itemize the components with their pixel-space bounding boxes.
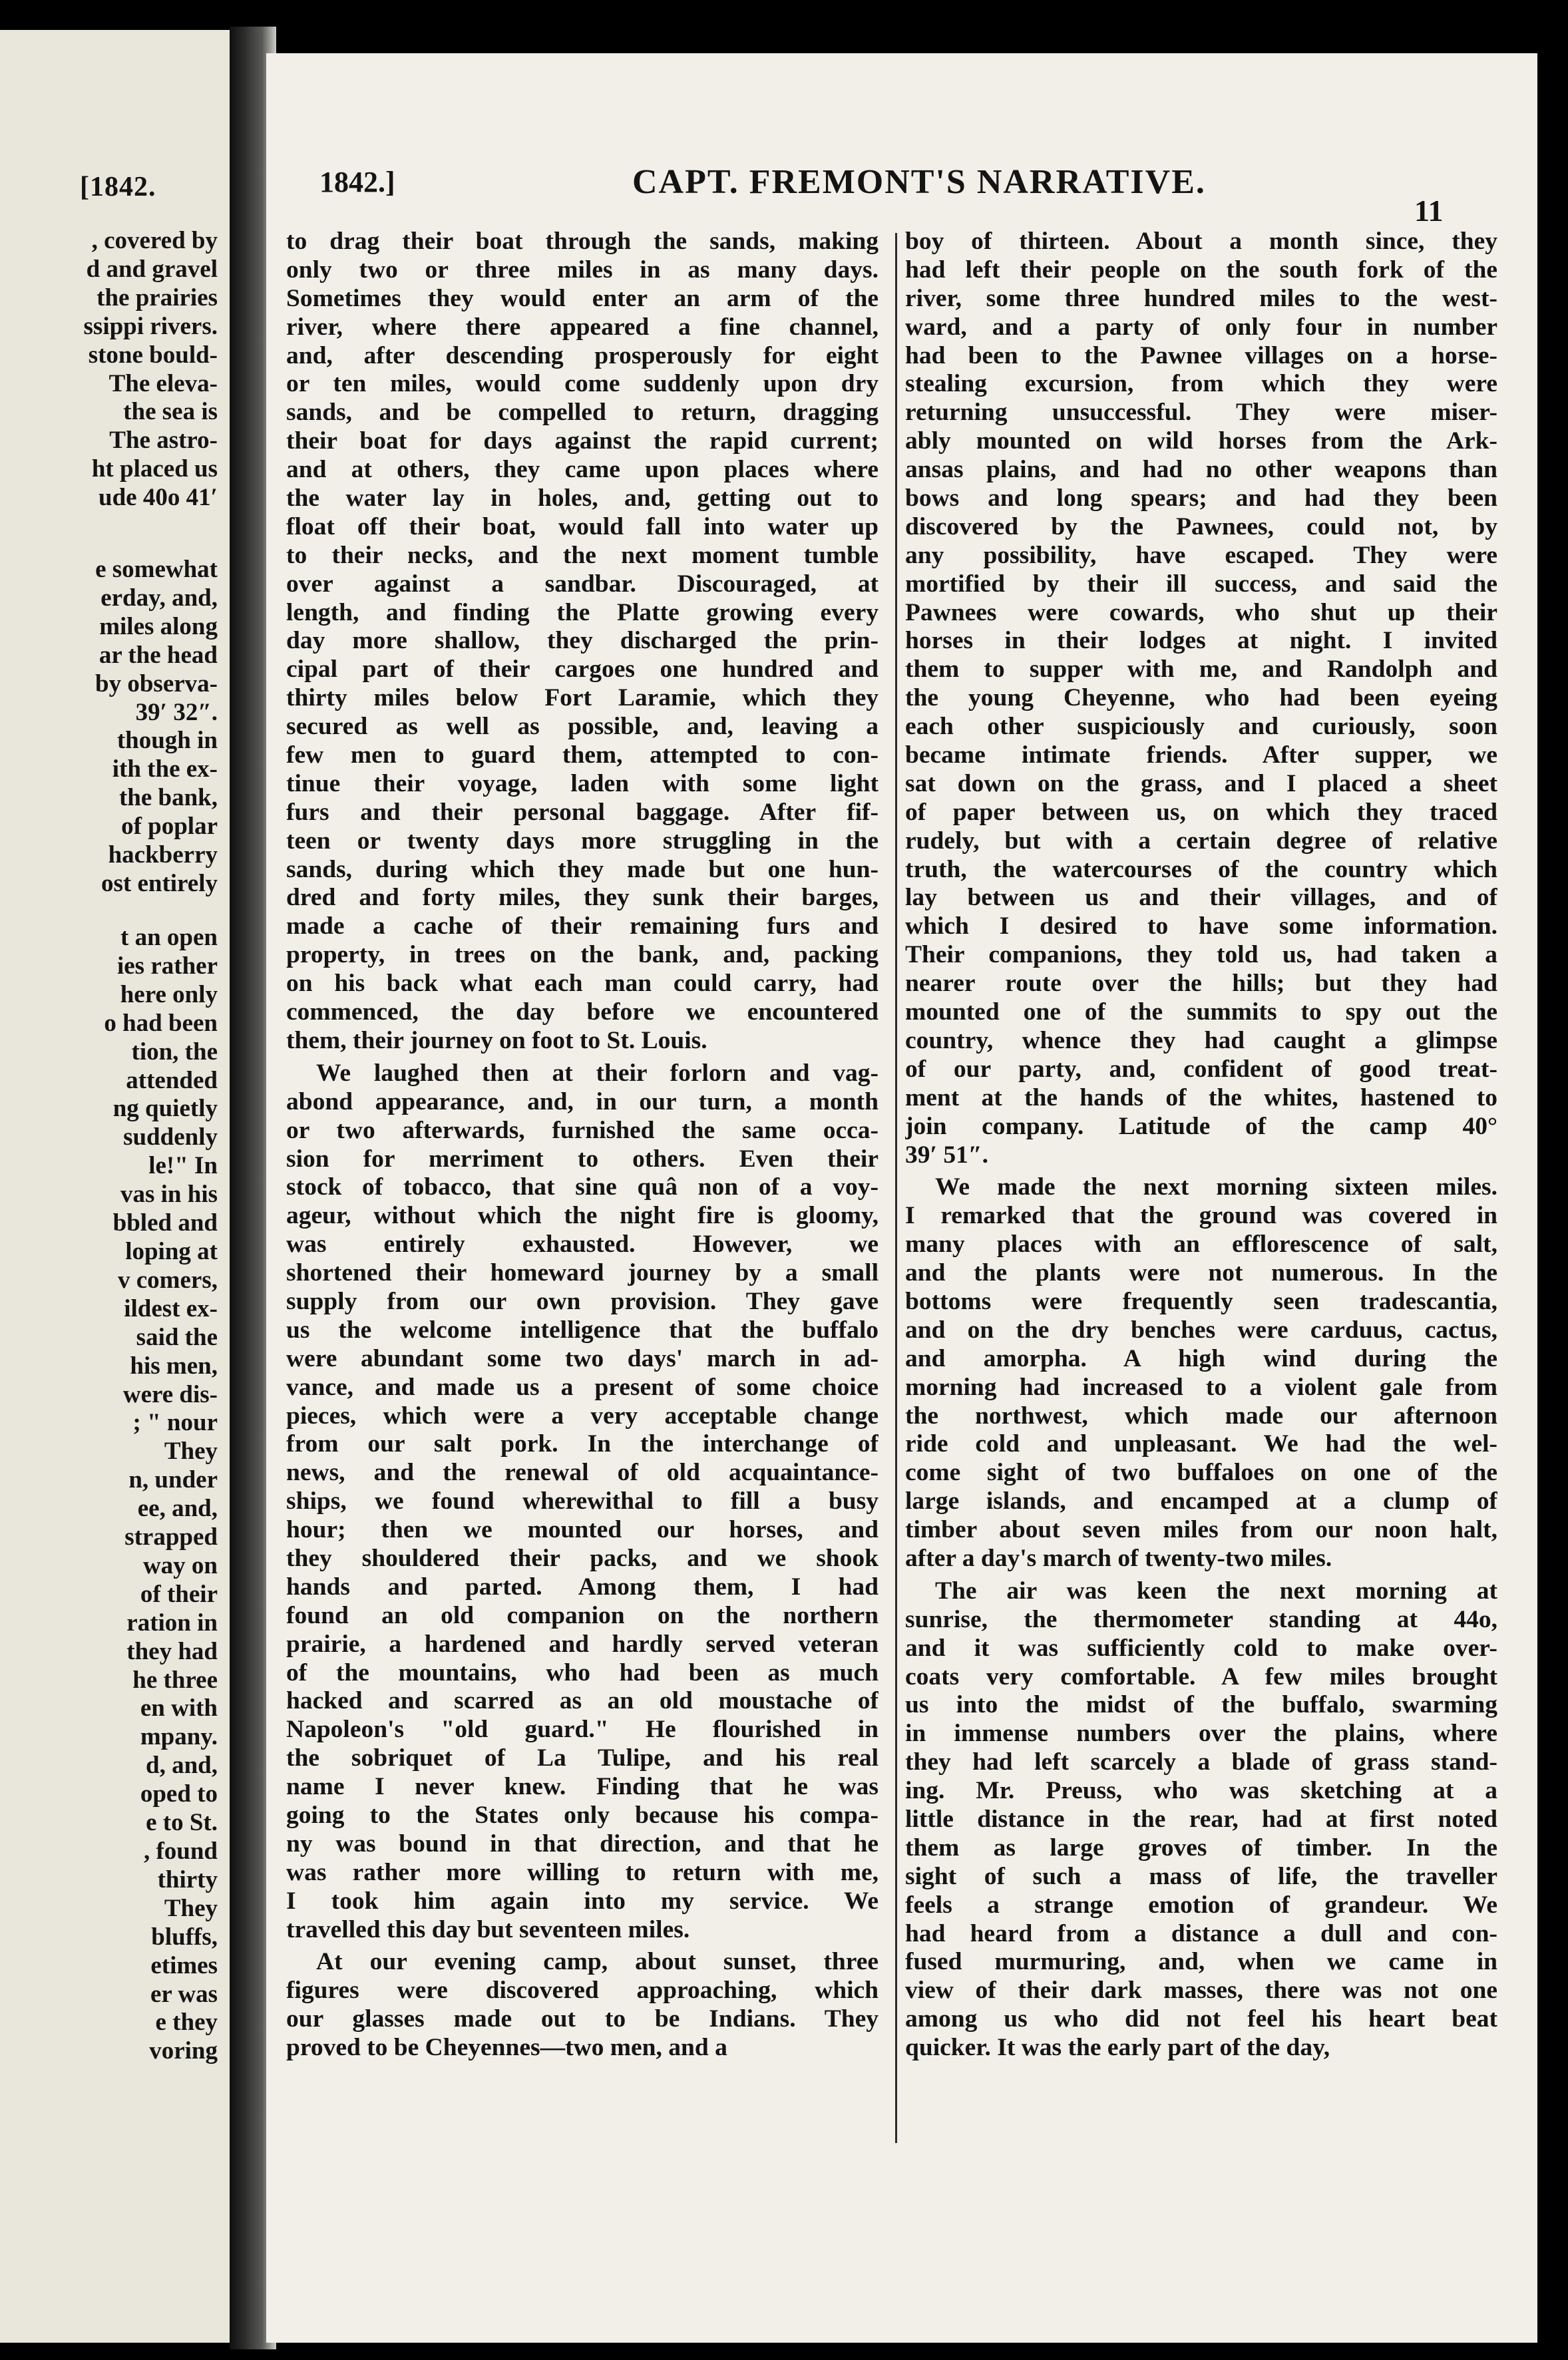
text-line: ng quietly bbox=[112, 1095, 218, 1123]
text-line: river, some three hundred miles to the west- bbox=[905, 284, 1497, 312]
text-line: had heard from a distance a dull and con- bbox=[905, 1919, 1497, 1947]
text-line: bottoms were frequently seen tradescantia, bbox=[905, 1287, 1497, 1315]
text-line: them, their journey on foot to St. Louis. bbox=[286, 1026, 707, 1054]
text-line: the young Cheyenne, who had been eyeing bbox=[905, 684, 1497, 712]
text-line: after a day's march of twenty-two miles. bbox=[905, 1544, 1332, 1572]
text-line: proved to be Cheyennes—two men, and a bbox=[286, 2034, 727, 2062]
text-line: going to the States only because his compa- bbox=[286, 1801, 879, 1829]
text-line: lay between us and their villages, and of bbox=[905, 884, 1497, 912]
text-line: from our salt pork. In the interchange of bbox=[286, 1430, 879, 1458]
text-line: ships, we found wherewithal to fill a busy bbox=[286, 1487, 879, 1515]
text-line: ageur, without which the night fire is gloomy, bbox=[286, 1202, 879, 1230]
text-line: ably mounted on wild horses from the Ark- bbox=[905, 427, 1497, 455]
text-line: furs and their personal baggage. After fif- bbox=[286, 798, 879, 826]
text-line: their boat for days against the rapid current; bbox=[286, 427, 879, 455]
text-line: 39′ 51″. bbox=[905, 1141, 989, 1169]
text-line: voring bbox=[149, 2037, 218, 2065]
text-line: the water lay in holes, and, getting out to bbox=[286, 485, 879, 512]
book-page bbox=[266, 53, 1537, 2343]
text-line: The eleva- bbox=[108, 369, 218, 397]
text-line: Pawnees were cowards, who shut up their bbox=[905, 598, 1497, 626]
text-line: little distance in the rear, had at first noted bbox=[905, 1805, 1497, 1833]
text-line: o had been bbox=[104, 1009, 218, 1037]
text-line: morning had increased to a violent gale from bbox=[905, 1373, 1497, 1401]
text-line: erday, and, bbox=[100, 584, 218, 612]
text-line: returning unsuccessful. They were miser- bbox=[905, 399, 1497, 427]
text-column-right bbox=[905, 228, 1497, 2066]
text-line: our glasses made out to be Indians. They bbox=[286, 2005, 879, 2033]
text-line: ar the head bbox=[98, 641, 218, 669]
text-line: had left their people on the south fork of the bbox=[905, 256, 1497, 284]
text-line: news, and the renewal of old acquaintance- bbox=[286, 1459, 879, 1487]
text-line: ration in bbox=[126, 1609, 218, 1637]
text-line: t an open bbox=[120, 924, 218, 951]
text-line: the sobriquet of La Tulipe, and his real bbox=[286, 1744, 879, 1772]
text-line: hands and parted. Among them, I had bbox=[286, 1573, 879, 1601]
text-line: said the bbox=[136, 1323, 218, 1351]
text-line: mortified by their ill success, and said the bbox=[905, 570, 1497, 598]
text-line: each other suspiciously and curiously, soon bbox=[905, 713, 1497, 741]
text-line: the bank, bbox=[118, 784, 218, 812]
text-line: of poplar bbox=[121, 813, 218, 841]
text-line: though in bbox=[116, 727, 218, 755]
text-line: e they bbox=[155, 2009, 218, 2037]
text-line: rudely, but with a certain degree of relative bbox=[905, 827, 1497, 855]
text-line: n, under bbox=[128, 1466, 218, 1494]
text-line: thirty bbox=[157, 1866, 218, 1893]
text-line: large islands, and encamped at a clump of bbox=[905, 1487, 1497, 1515]
text-line: the prairies bbox=[97, 284, 218, 311]
text-line: I took him again into my service. We bbox=[286, 1887, 879, 1915]
text-line: which I desired to have some information. bbox=[905, 912, 1497, 940]
text-line: le!" In bbox=[148, 1152, 218, 1180]
text-line: bows and long spears; and had they been bbox=[905, 485, 1497, 512]
text-line: ee, and, bbox=[137, 1495, 218, 1523]
text-line: few men to guard them, attempted to con- bbox=[286, 741, 879, 769]
text-line: prairie, a hardened and hardly served veteran bbox=[286, 1630, 879, 1658]
text-line: ward, and a party of only four in number bbox=[905, 313, 1497, 341]
text-line: sight of such a mass of life, the traveller bbox=[905, 1862, 1497, 1890]
text-line: on his back what each man could carry, had bbox=[286, 970, 879, 998]
text-line: At our evening camp, about sunset, three bbox=[316, 1948, 879, 1976]
text-line: among us who did not feel his heart beat bbox=[905, 2005, 1497, 2033]
text-line: The astro- bbox=[109, 427, 218, 455]
text-line: bbled and bbox=[112, 1209, 218, 1237]
text-line: commenced, the day before we encountered bbox=[286, 998, 879, 1026]
text-line: ies rather bbox=[116, 952, 218, 980]
text-line: sunrise, the thermometer standing at 44o, bbox=[905, 1605, 1497, 1633]
text-line: his men, bbox=[130, 1352, 218, 1380]
text-line: they shouldered their packs, and we shook bbox=[286, 1544, 879, 1572]
text-line: to their necks, and the next moment tumble bbox=[286, 541, 879, 569]
text-line: float off their boat, would fall into water up bbox=[286, 512, 879, 540]
text-line: come sight of two buffaloes on one of the bbox=[905, 1459, 1497, 1487]
column-divider bbox=[895, 233, 897, 2143]
text-line: he three bbox=[132, 1666, 218, 1694]
text-line: them to supper with me, and Randolph and bbox=[905, 656, 1497, 684]
text-line: strapped bbox=[124, 1523, 218, 1551]
text-line: sands, and be compelled to return, dragging bbox=[286, 399, 879, 427]
text-line: by observa- bbox=[95, 670, 218, 697]
text-line: here only bbox=[120, 980, 218, 1008]
text-line: property, in trees on the bank, and, packing bbox=[286, 941, 879, 969]
text-line: d and gravel bbox=[86, 255, 218, 283]
left-page-fragment bbox=[0, 30, 230, 2343]
text-line: ude 40o 41′ bbox=[98, 484, 218, 512]
text-line: ost entirely bbox=[100, 869, 218, 897]
text-line: many places with an efflorescence of salt, bbox=[905, 1231, 1497, 1259]
text-line: fused murmuring, and, when we came in bbox=[905, 1948, 1497, 1976]
text-line: river, where there appeared a fine channel, bbox=[286, 313, 879, 341]
text-line: quicker. It was the early part of the day, bbox=[905, 2034, 1330, 2062]
text-line: join company. Latitude of the camp 40° bbox=[905, 1112, 1497, 1140]
text-line: sat down on the grass, and I placed a sheet bbox=[905, 769, 1497, 797]
text-line: country, whence they had caught a glimpse bbox=[905, 1026, 1497, 1054]
text-line: made a cache of their remaining furs and bbox=[286, 912, 879, 940]
text-line: stock of tobacco, that sine quâ non of a voy- bbox=[286, 1173, 879, 1201]
text-line: bluffs, bbox=[151, 1923, 218, 1951]
left-paragraph-2 bbox=[95, 556, 218, 898]
paragraph bbox=[286, 1060, 879, 1945]
text-line: was entirely exhausted. However, we bbox=[286, 1231, 879, 1259]
text-line: mpany. bbox=[140, 1723, 218, 1751]
text-line: feels a strange emotion of grandeur. We bbox=[905, 1891, 1497, 1919]
text-line: ride cold and unpleasant. We had the wel- bbox=[905, 1430, 1497, 1458]
text-line: and the plants were not numerous. In the bbox=[905, 1259, 1497, 1287]
text-line: thirty miles below Fort Laramie, which they bbox=[286, 684, 879, 712]
text-line: length, and finding the Platte growing every bbox=[286, 598, 879, 626]
text-line: any possibility, have escaped. They were bbox=[905, 541, 1497, 569]
text-line: sands, during which they made but one hun- bbox=[286, 855, 879, 883]
text-line: and on the dry benches were carduus, cactus, bbox=[905, 1316, 1497, 1344]
text-line: of paper between us, on which they traced bbox=[905, 798, 1497, 826]
text-line: only two or three miles in as many days. bbox=[286, 256, 879, 284]
text-line: They bbox=[164, 1438, 218, 1466]
text-line: discovered by the Pawnees, could not, by bbox=[905, 512, 1497, 540]
text-line: er was bbox=[150, 1980, 218, 2008]
text-line: The air was keen the next morning at bbox=[935, 1577, 1497, 1605]
text-line: horses in their lodges at night. I invited bbox=[905, 627, 1497, 655]
text-column-left bbox=[286, 228, 879, 2066]
text-line: name I never knew. Finding that he was bbox=[286, 1773, 879, 1801]
text-line: had been to the Pawnee villages on a horse- bbox=[905, 341, 1497, 369]
text-line: miles along bbox=[99, 612, 218, 640]
text-line: and it was sufficiently cold to make over- bbox=[905, 1634, 1497, 1662]
paragraph bbox=[286, 228, 879, 1056]
text-line: or two afterwards, furnished the same occa- bbox=[286, 1116, 879, 1144]
paragraph bbox=[905, 228, 1497, 1169]
text-line: , covered by bbox=[91, 227, 218, 254]
left-paragraph-1 bbox=[84, 227, 218, 512]
text-line: ssippi rivers. bbox=[83, 312, 218, 340]
text-line: e somewhat bbox=[95, 556, 218, 583]
text-line: nearer route over the hills; but they had bbox=[905, 970, 1497, 998]
text-line: cipal part of their cargoes one hundred and bbox=[286, 656, 879, 684]
text-line: the northwest, which made our afternoon bbox=[905, 1402, 1497, 1430]
text-line: hour; then we mounted our horses, and bbox=[286, 1516, 879, 1544]
text-line: loping at bbox=[125, 1237, 218, 1265]
text-line: were abundant some two days' march in ad- bbox=[286, 1344, 879, 1372]
text-line: us the welcome intelligence that the buffalo bbox=[286, 1316, 879, 1344]
text-line: 39′ 32″. bbox=[135, 698, 218, 726]
text-line: and amorpha. A high wind during the bbox=[905, 1344, 1497, 1372]
text-line: stone bould- bbox=[88, 341, 218, 369]
text-line: they had bbox=[126, 1637, 218, 1665]
text-line: ildest ex- bbox=[124, 1294, 218, 1322]
text-line: I remarked that the ground was covered in bbox=[905, 1202, 1497, 1230]
text-line: We made the next morning sixteen miles. bbox=[935, 1173, 1497, 1201]
text-line: ing. Mr. Preuss, who was sketching at a bbox=[905, 1777, 1497, 1805]
text-line: ny was bound in that direction, and that he bbox=[286, 1830, 879, 1858]
text-line: ht placed us bbox=[91, 455, 218, 483]
text-line: en with bbox=[140, 1694, 218, 1722]
text-line: hacked and scarred as an old moustache of bbox=[286, 1687, 879, 1715]
text-line: travelled this day but seventeen miles. bbox=[286, 1915, 690, 1943]
text-line: dred and forty miles, they sunk their barges, bbox=[286, 884, 879, 912]
text-line: ith the ex- bbox=[112, 755, 218, 783]
text-line: abond appearance, and, in our turn, a month bbox=[286, 1087, 879, 1115]
text-line: became intimate friends. After supper, we bbox=[905, 741, 1497, 769]
paragraph bbox=[905, 1577, 1497, 2063]
running-title: CAPT. FREMONT'S NARRATIVE. bbox=[632, 163, 1206, 201]
text-line: secured as well as possible, and, leaving a bbox=[286, 713, 879, 741]
text-line: of the mountains, who had been as much bbox=[286, 1659, 879, 1686]
text-line: etimes bbox=[150, 1951, 218, 1979]
text-line: teen or twenty days more struggling in the bbox=[286, 827, 879, 855]
text-line: Napoleon's "old guard." He flourished in bbox=[286, 1716, 879, 1744]
text-line: supply from our own provision. They gave bbox=[286, 1287, 879, 1315]
text-line: suddenly bbox=[123, 1123, 218, 1151]
text-line: They bbox=[164, 1894, 218, 1922]
text-line: was rather more willing to return with me, bbox=[286, 1858, 879, 1886]
text-line: were dis- bbox=[122, 1380, 218, 1408]
text-line: v comers, bbox=[118, 1266, 218, 1294]
text-line: view of their dark masses, there was not one bbox=[905, 1977, 1497, 2005]
text-line: truth, the watercourses of the country which bbox=[905, 855, 1497, 883]
page-year-header: 1842.] bbox=[319, 166, 395, 198]
text-line: them as large groves of timber. In the bbox=[905, 1834, 1497, 1862]
text-line: Their companions, they told us, had taken a bbox=[905, 941, 1497, 969]
text-line: ment at the hands of the whites, hastened to bbox=[905, 1083, 1497, 1111]
text-line: timber about seven miles from our noon halt, bbox=[905, 1516, 1497, 1544]
text-line: day more shallow, they discharged the prin- bbox=[286, 627, 879, 655]
text-line: of our party, and, confident of good treat- bbox=[905, 1055, 1497, 1083]
text-line: found an old companion on the northern bbox=[286, 1601, 879, 1629]
text-line: We laughed then at their forlorn and vag- bbox=[316, 1059, 879, 1087]
text-line: mounted one of the summits to spy out the bbox=[905, 998, 1497, 1026]
text-line: us into the midst of the buffalo, swarming bbox=[905, 1691, 1497, 1719]
text-line: pieces, which were a very acceptable change bbox=[286, 1402, 879, 1430]
left-paragraph-3 bbox=[104, 924, 218, 2066]
text-line: way on bbox=[142, 1551, 218, 1579]
text-line: tion, the bbox=[131, 1038, 218, 1066]
text-line: d, and, bbox=[146, 1752, 218, 1780]
text-line: tinue their voyage, laden with some light bbox=[286, 769, 879, 797]
text-line: vance, and made us a present of some choice bbox=[286, 1373, 879, 1401]
text-line: or ten miles, would come suddenly upon dry bbox=[286, 370, 879, 398]
left-page-header: [1842. bbox=[80, 172, 156, 202]
text-line: coats very comfortable. A few miles brought bbox=[905, 1663, 1497, 1690]
text-line: sion for merriment to others. Even their bbox=[286, 1145, 879, 1173]
text-line: ; " nour bbox=[132, 1409, 218, 1437]
text-line: and, after descending prosperously for eight bbox=[286, 341, 879, 369]
paragraph bbox=[286, 1948, 879, 2063]
text-line: ansas plains, and had no other weapons than bbox=[905, 456, 1497, 484]
page-number: 11 bbox=[1414, 194, 1444, 228]
text-line: they had left scarcely a blade of grass stand- bbox=[905, 1748, 1497, 1776]
text-line: attended bbox=[126, 1066, 218, 1094]
text-line: , found bbox=[143, 1838, 218, 1865]
text-line: and at others, they came upon places where bbox=[286, 456, 879, 484]
text-line: vas in his bbox=[120, 1181, 218, 1209]
text-line: shortened their homeward journey by a small bbox=[286, 1259, 879, 1287]
text-line: Sometimes they would enter an arm of the bbox=[286, 284, 879, 312]
text-line: the sea is bbox=[123, 398, 218, 426]
text-line: in immense numbers over the plains, where bbox=[905, 1720, 1497, 1748]
text-line: over against a sandbar. Discouraged, at bbox=[286, 570, 879, 598]
paragraph bbox=[905, 1173, 1497, 1573]
text-line: to drag their boat through the sands, making bbox=[286, 228, 879, 255]
text-line: hackberry bbox=[108, 841, 218, 869]
text-line: boy of thirteen. About a month since, they bbox=[905, 228, 1497, 255]
text-line: figures were discovered approaching, which bbox=[286, 1977, 879, 2005]
text-line: stealing excursion, from which they were bbox=[905, 370, 1497, 398]
text-line: oped to bbox=[140, 1780, 218, 1808]
text-line: e to St. bbox=[146, 1809, 218, 1837]
text-line: of their bbox=[140, 1580, 218, 1608]
